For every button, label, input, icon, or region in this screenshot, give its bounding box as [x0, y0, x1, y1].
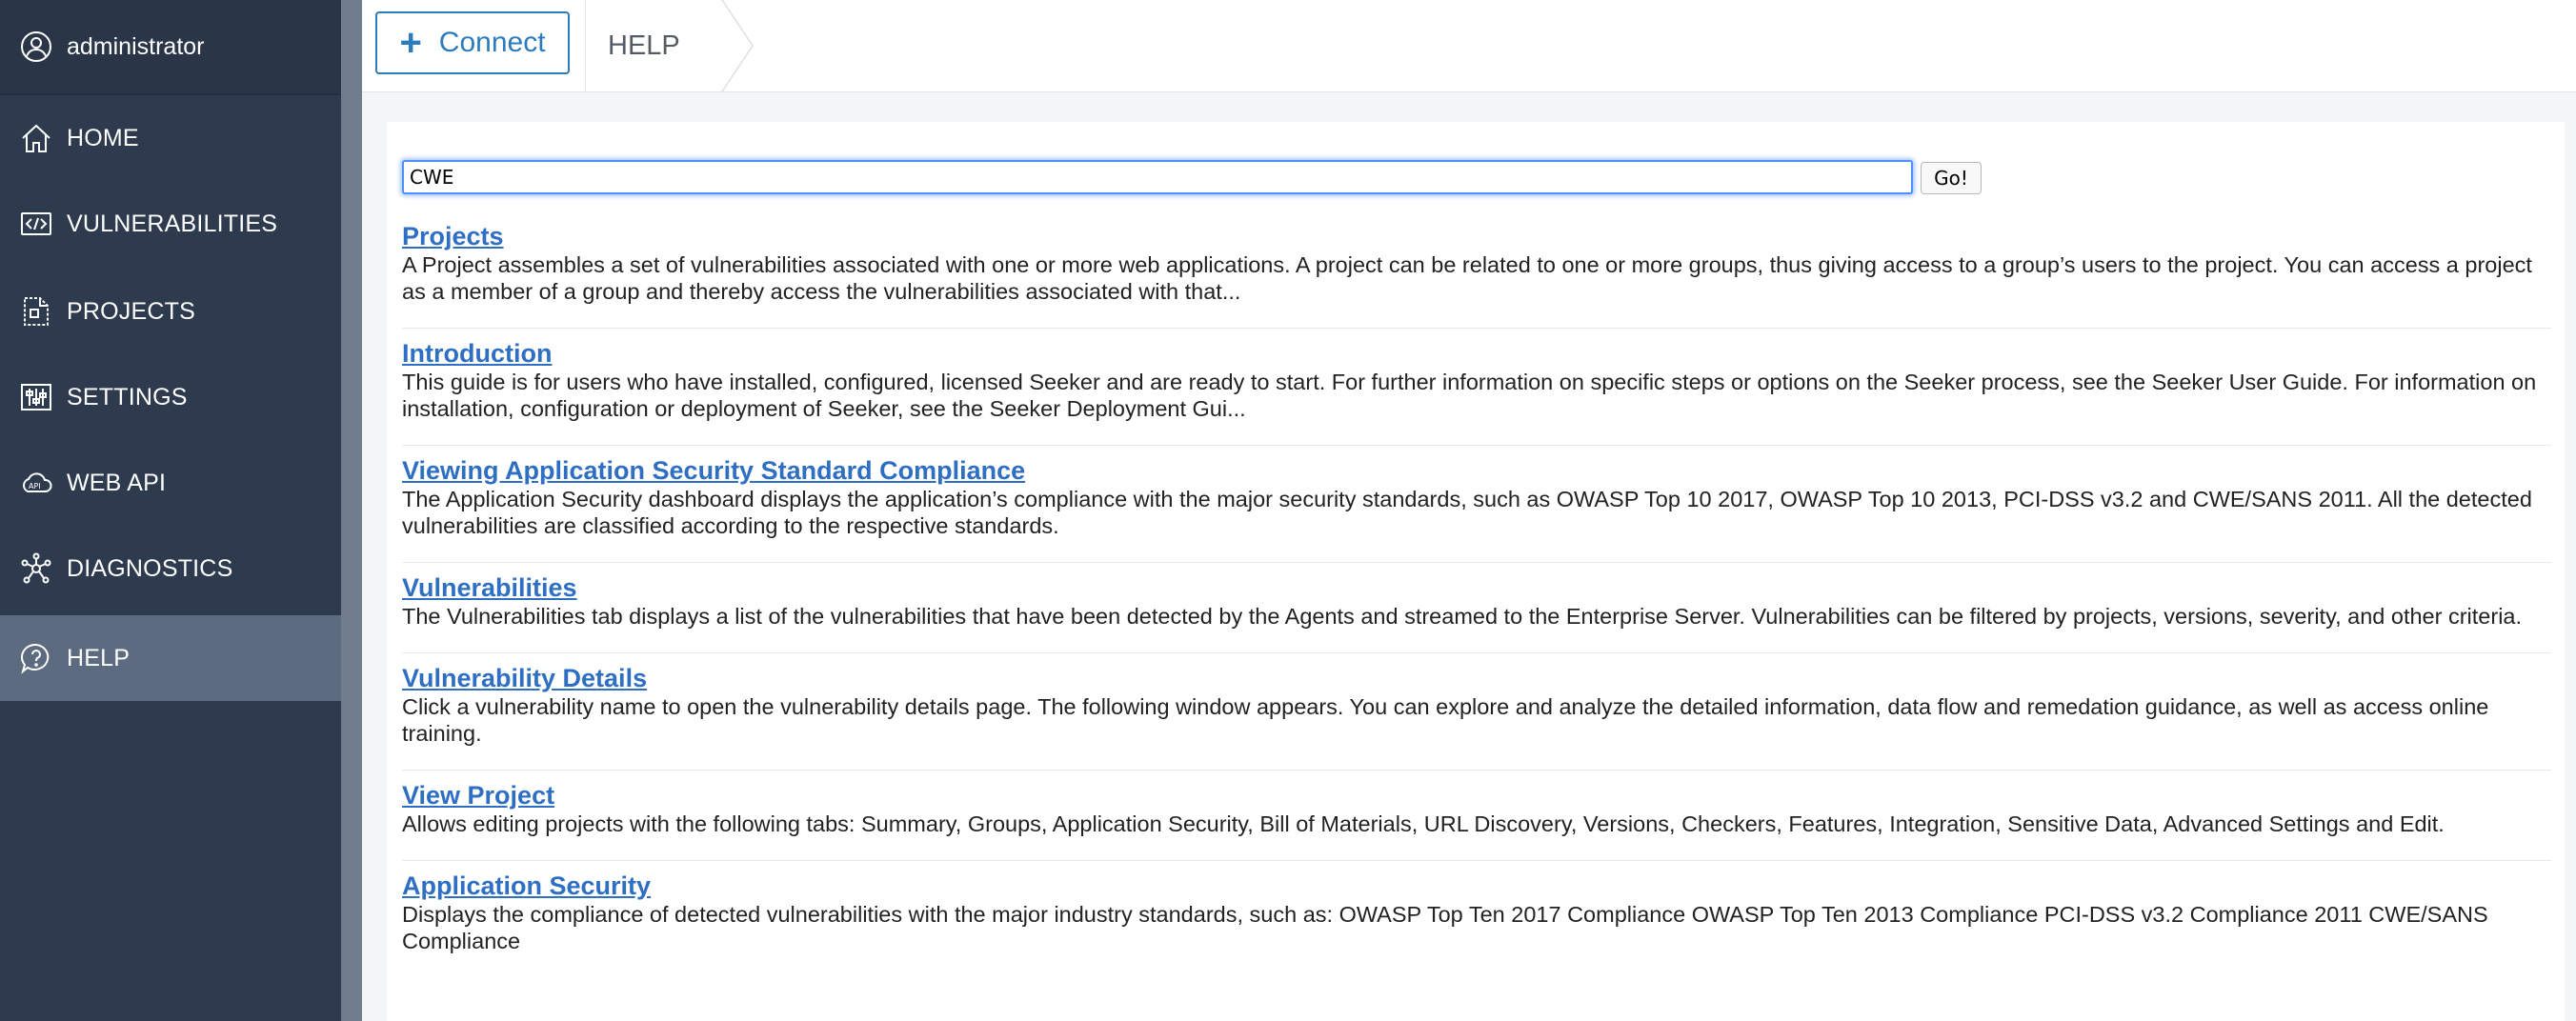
nav-item-label: DIAGNOSTICS	[67, 554, 233, 582]
result-snippet: A Project assembles a set of vulnerabilities associated with one or more web applications. A project can be related to one or more groups, thus giving access to a group’s users to the project. You can access a project as a member of a group and thereby access the vulnerabilities associated with that...	[402, 252, 2532, 304]
user-circle-icon	[19, 30, 53, 64]
svg-text:API: API	[29, 482, 41, 490]
result-link[interactable]: Projects	[402, 222, 504, 250]
result-item	[402, 221, 2551, 329]
result-link[interactable]: Introduction	[402, 339, 553, 368]
nav-item-diagnostics[interactable]	[0, 526, 341, 611]
sliders-icon	[19, 380, 53, 414]
nav-item-home[interactable]	[0, 95, 341, 181]
network-icon	[19, 551, 53, 586]
plus-icon: +	[399, 22, 422, 64]
result-link[interactable]: Application Security	[402, 871, 652, 900]
nav-item-vulnerabilities[interactable]	[0, 181, 341, 267]
result-snippet: Allows editing projects with the following tabs: Summary, Groups, Application Security, Bill of Materials, URL Discovery, Versions, Checkers, Features, Integration, Sensitive Data, Advanced Settings and Edit.	[402, 811, 2445, 836]
connect-button[interactable]	[375, 11, 570, 74]
result-link[interactable]: View Project	[402, 781, 555, 810]
result-item	[402, 663, 2551, 771]
nav-item-label: VULNERABILITIES	[67, 210, 278, 237]
nav-item-label: HOME	[67, 124, 139, 151]
help-chat-icon	[19, 641, 53, 675]
sidebar-divider	[341, 0, 362, 1021]
result-item	[402, 455, 2551, 563]
result-link[interactable]: Viewing Application Security Standard Compliance	[402, 456, 1026, 485]
result-snippet: The Vulnerabilities tab displays a list of the vulnerabilities that have been detected by the Agents and streamed to the Enterprise Server. Vulnerabilities can be filtered by projects, versions, severity, and other criteria.	[402, 604, 2523, 629]
search-input[interactable]	[402, 160, 1913, 194]
connect-button-label: Connect	[438, 27, 546, 58]
breadcrumb-chevron-icon	[720, 0, 755, 91]
nav-item-settings[interactable]	[0, 354, 341, 440]
cloud-api-icon	[19, 466, 53, 500]
user-name: administrator	[67, 32, 205, 60]
projects-icon	[19, 294, 53, 329]
result-snippet: Displays the compliance of detected vulnerabilities with the major industry standards, such as: OWASP Top Ten 2017 Compliance OWASP Top Ten 2013 Compliance PCI-DSS v3.2 Compliance 2011 CWE/SANS Compliance	[402, 902, 2488, 953]
nav-item-label: SETTINGS	[67, 383, 188, 410]
breadcrumb-divider	[585, 0, 586, 91]
user-menu[interactable]	[0, 0, 341, 95]
result-link[interactable]: Vulnerabilities	[402, 573, 577, 602]
nav-item-web-api[interactable]	[0, 440, 341, 526]
code-icon	[19, 207, 53, 241]
result-item	[402, 780, 2551, 861]
result-item	[402, 572, 2551, 653]
nav-item-label: PROJECTS	[67, 297, 195, 325]
nav-item-label: HELP	[67, 644, 131, 671]
breadcrumb-help: HELP	[608, 30, 680, 61]
sidebar	[0, 0, 341, 1021]
nav-item-projects[interactable]	[0, 269, 341, 354]
result-item	[402, 338, 2551, 446]
result-snippet: The Application Security dashboard displays the application’s compliance with the major security standards, such as OWASP Top 10 2017, OWASP Top 10 2013, PCI-DSS v3.2 and CWE/SANS 2011. All the detected vulnerabilities are classified according to the respective standards.	[402, 487, 2532, 538]
go-button[interactable]: Go!	[1921, 162, 1982, 194]
nav-item-label: WEB API	[67, 469, 167, 496]
search-results	[402, 221, 2551, 987]
home-icon	[19, 121, 53, 155]
result-item	[402, 871, 2551, 977]
result-snippet: Click a vulnerability name to open the vulnerability details page. The following window appears. You can explore and analyze the detailed information, data flow and remedation guidance, as well as access online training.	[402, 694, 2489, 746]
top-toolbar	[362, 0, 2576, 92]
help-panel	[387, 122, 2565, 1021]
result-snippet: This guide is for users who have installed, configured, licensed Seeker and are ready to start. For further information on specific steps or options on the Seeker process, see the Seeker User Guide. For information on installation, configuration or deployment of Seeker, see the Seeker Deployment Gui...	[402, 370, 2537, 421]
nav-item-help[interactable]	[0, 615, 341, 701]
result-link[interactable]: Vulnerability Details	[402, 664, 648, 692]
